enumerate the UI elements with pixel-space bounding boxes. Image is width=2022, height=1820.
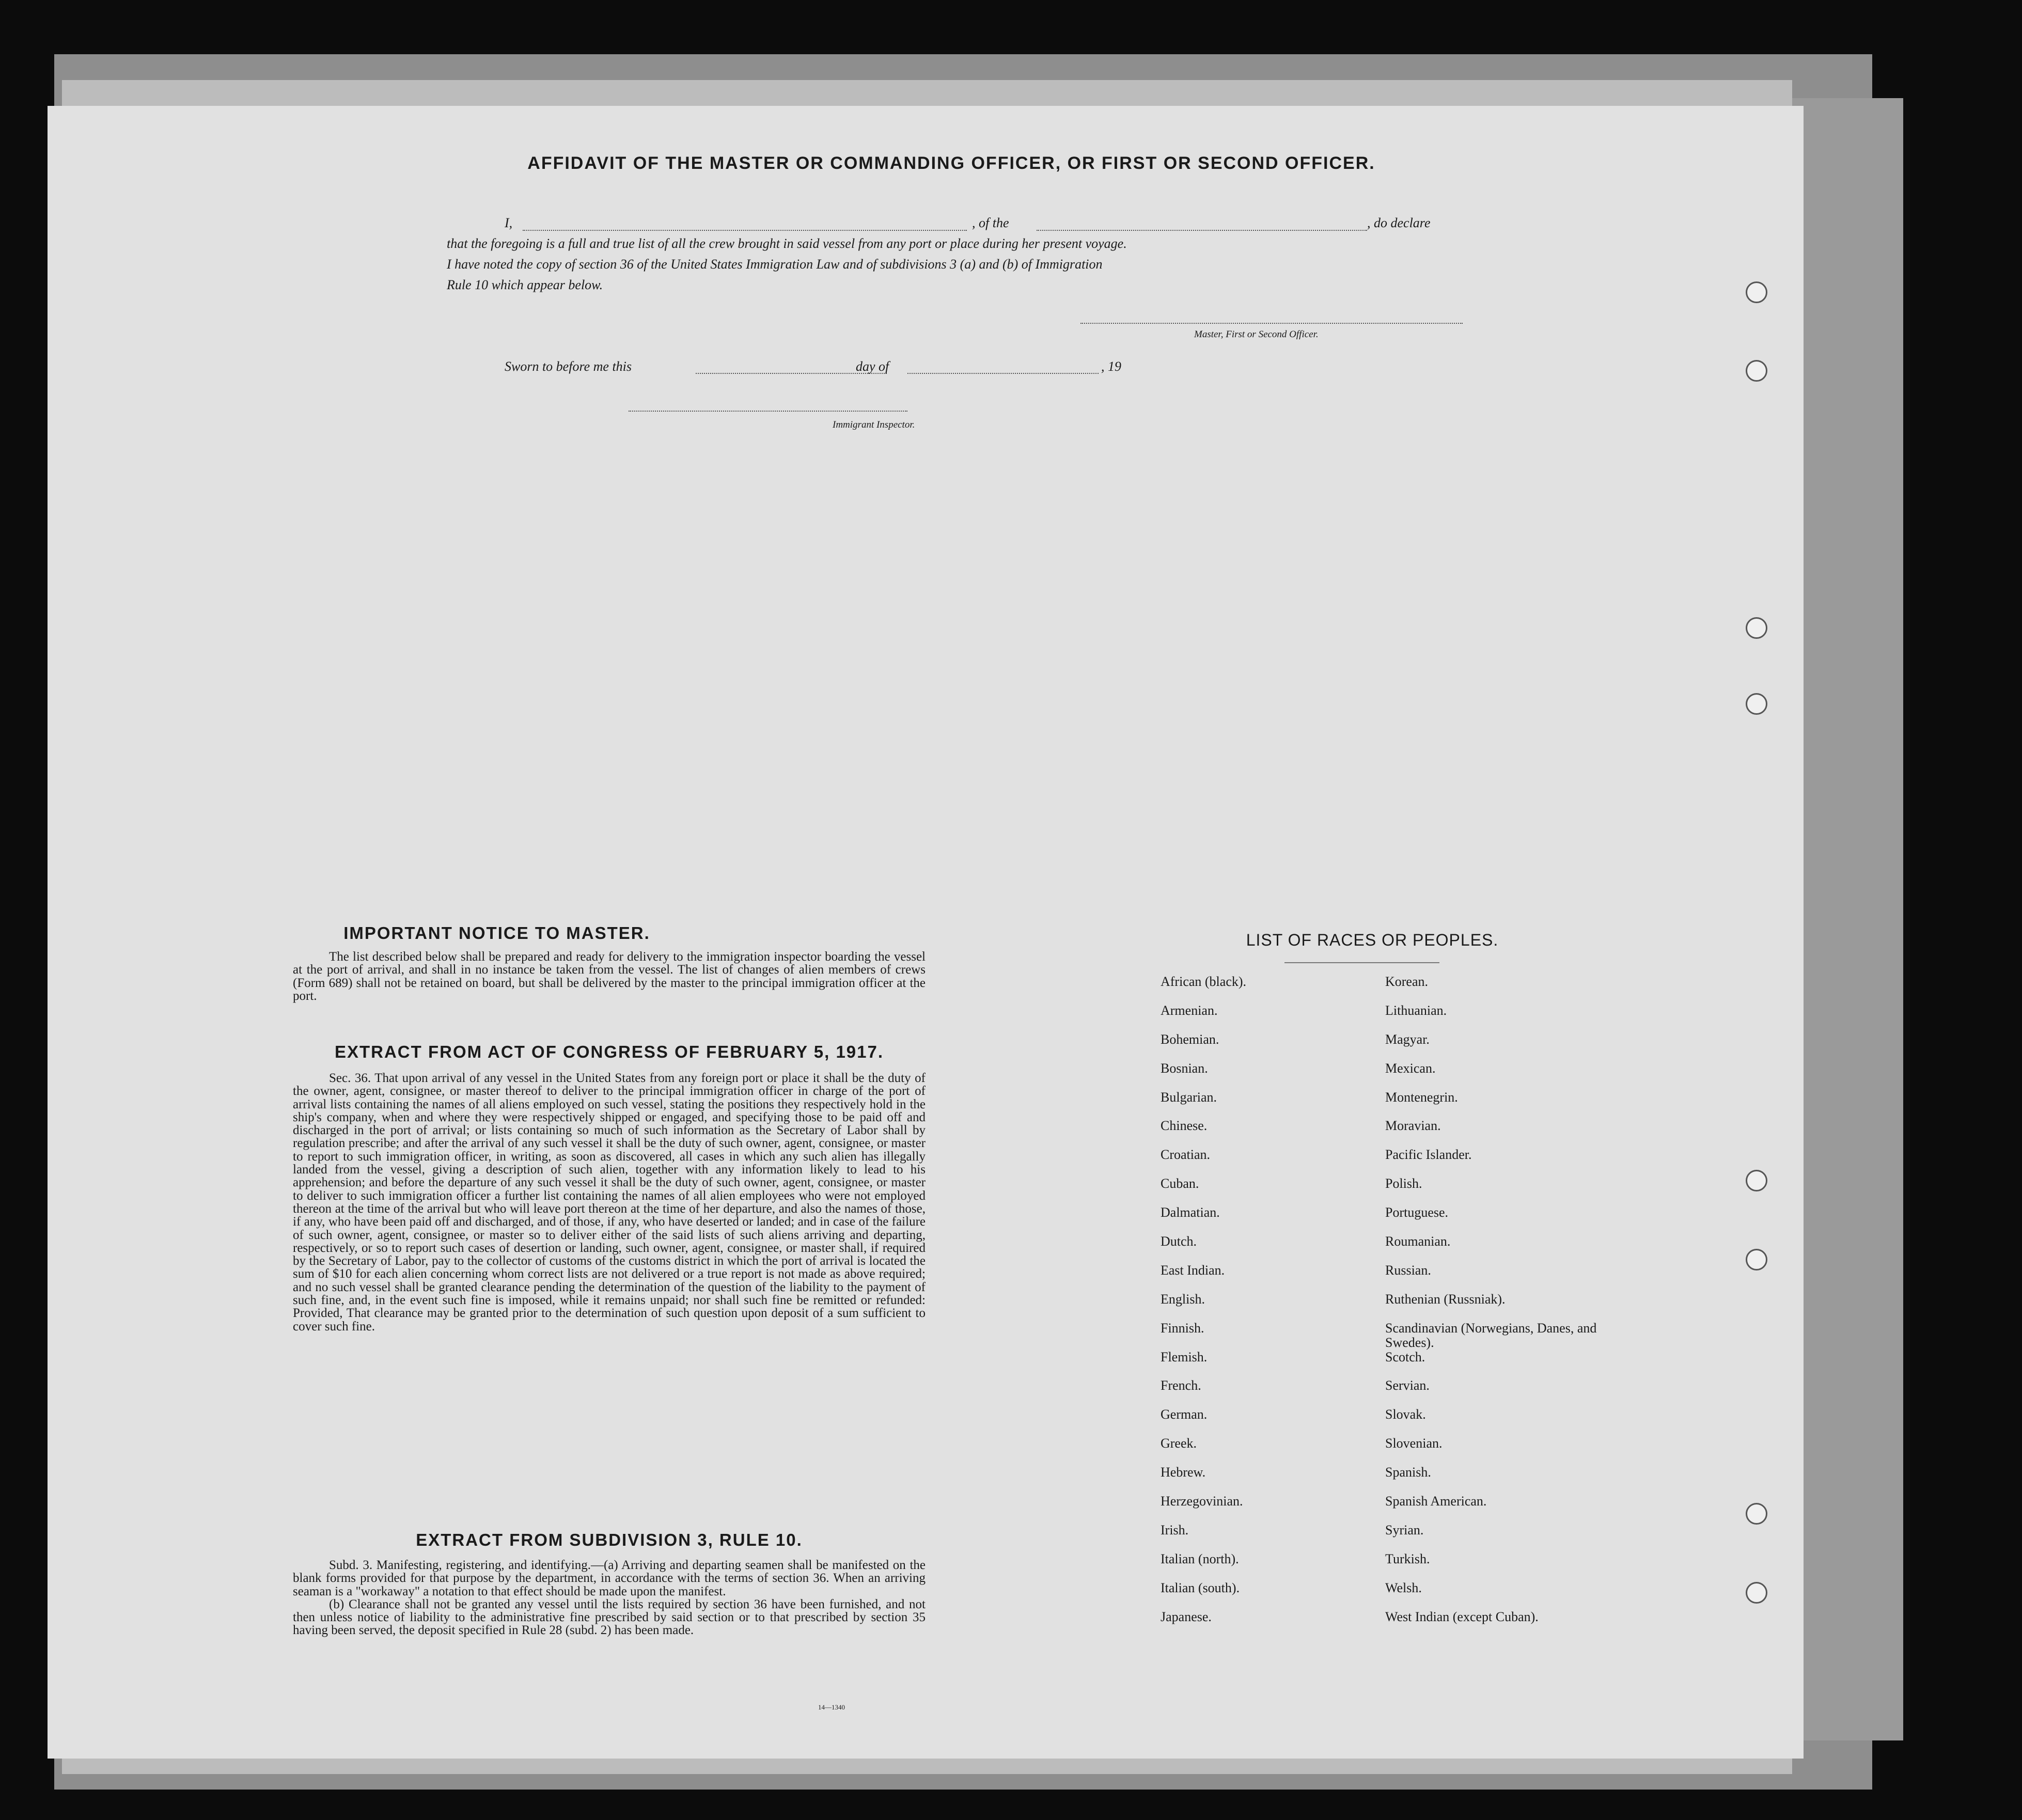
year-text: , 19 xyxy=(1101,359,1121,374)
race-item: Slovenian. xyxy=(1385,1436,1443,1451)
race-item: Cuban. xyxy=(1161,1176,1199,1191)
declaration-line-3: I have noted the copy of section 36 of the United States Immigration Law and of subdivisions 3 (a) and (b) of Immigration xyxy=(447,257,1103,272)
declaration-of-the: , of the xyxy=(972,215,1009,230)
race-item: Roumanian. xyxy=(1385,1234,1451,1249)
race-item: German. xyxy=(1161,1407,1208,1422)
race-item: Herzegovinian. xyxy=(1161,1494,1243,1509)
binder-hole xyxy=(1746,281,1767,303)
race-item: Armenian. xyxy=(1161,1002,1218,1018)
races-heading: LIST OF RACES OR PEOPLES. xyxy=(1246,931,1499,949)
sheet-edge xyxy=(1792,98,1903,1740)
extract-act-body xyxy=(293,1072,926,1333)
subdivision-b-paragraph: (b) Clearance shall not be granted any vessel until the lists required by section 36 have been furnished, and not then unless notice of liability to the administrative fine prescribed by said section or to that prescribed by section 35 having been served, the deposit specified in Rule 28 (subd. 2) has been made. xyxy=(293,1597,926,1638)
notice-heading: IMPORTANT NOTICE TO MASTER. xyxy=(343,923,650,943)
notice-body xyxy=(293,950,926,1002)
race-item: Pacific Islander. xyxy=(1385,1147,1472,1163)
binder-hole xyxy=(1746,1503,1767,1525)
binder-hole xyxy=(1746,360,1767,382)
race-item: Dalmatian. xyxy=(1161,1205,1220,1220)
race-item: Portuguese. xyxy=(1385,1205,1449,1220)
extract-rule-heading: EXTRACT FROM SUBDIVISION 3, RULE 10. xyxy=(416,1530,803,1549)
race-item: Lithuanian. xyxy=(1385,1002,1447,1018)
race-item: Syrian. xyxy=(1385,1522,1424,1537)
race-item: English. xyxy=(1161,1291,1205,1307)
race-item: Montenegrin. xyxy=(1385,1089,1458,1105)
race-item: East Indian. xyxy=(1161,1262,1225,1278)
binder-hole xyxy=(1746,693,1767,715)
master-caption: Master, First or Second Officer. xyxy=(1194,329,1319,340)
race-item: Croatian. xyxy=(1161,1147,1211,1163)
race-item: Italian (north). xyxy=(1161,1551,1239,1566)
binder-hole xyxy=(1746,617,1767,639)
notice-paragraph: The list described below shall be prepared and ready for delivery to the immigration inspector boarding the vessel at the port of arrival, and shall in no instance be taken from the vessel. The list of changes of alien members of crews (Form 689) shall not be retained on board, but shall be delivered by the master to the principal immigration officer at the port. xyxy=(293,950,926,1003)
race-item: Mexican. xyxy=(1385,1060,1436,1076)
race-item: Spanish American. xyxy=(1385,1494,1487,1509)
race-item: Finnish. xyxy=(1161,1320,1204,1336)
races-left-column xyxy=(1161,975,1367,1638)
race-item: Bosnian. xyxy=(1161,1060,1208,1076)
race-item: French. xyxy=(1161,1378,1201,1393)
declaration-do-declare: , do declare xyxy=(1367,215,1431,230)
race-item: Servian. xyxy=(1385,1378,1430,1393)
race-item: Russian. xyxy=(1385,1262,1431,1278)
form-number: 14—1340 xyxy=(818,1703,845,1711)
binder-hole xyxy=(1746,1249,1767,1270)
race-item: Spanish. xyxy=(1385,1465,1431,1480)
affidavit-title: AFFIDAVIT OF THE MASTER OR COMMANDING OFFICER, OR FIRST OR SECOND OFFICER. xyxy=(527,153,1375,173)
vessel-blank[interactable] xyxy=(1037,230,1367,231)
race-item: Bohemian. xyxy=(1161,1031,1219,1047)
declaration-i: I, xyxy=(505,215,513,230)
section-36-paragraph: Sec. 36. That upon arrival of any vessel in the United States from any foreign port or place it shall be the duty of the owner, agent, consignee, or master thereof to deliver to the principal immigration officer in charge of the port of arrival lists containing the names of all aliens employed on such vessel, stating the positions they respectively hold in the ship's company, when and where they were respectively shipped or engaged, and specifying those to be paid off and discharged in the port of arrival; or lists containing so much of such information as the Secretary of Labor shall by regulation prescribe; and after the arrival of any such vessel it shall be the duty of such owner, agent, consignee, or master to report to such immigration officer, in writing, as soon as discovered, all cases in which any such alien has illegally landed from the vessel, giving a description of such alien, together with any information likely to lead to his apprehension; and before the departure of any such vessel it shall be the duty of such owner, agent, consignee, or master to deliver to such immigration officer a further list containing the names of all alien employees who were not employed thereon at the time of the arrival but who will leave port thereon at the time of her departure, and also the names of those, if any, who have been paid off and discharged, and of those, if any, who have deserted or landed; and in case of the failure of such owner, agent, consignee, or master so to deliver either of the said lists of such aliens arriving and departing, respectively, or so to report such cases of desertion or landing, such owner, agent, consignee, or master shall, if required by the Secretary of Labor, pay to the collector of customs of the customs district in which the port of arrival is located the sum of $10 for each alien concerning whom correct lists are not delivered or a true report is not made as above required; and no such vessel shall be granted clearance pending the determination of the question of the liability to the payment of such fine, and, in the event such fine is imposed, while it remains unpaid; nor shall such fine be remitted or refunded: Provided, That clearance may be granted prior to the determination of such question upon deposit of a sum sufficient to cover such fine. xyxy=(293,1071,926,1333)
declaration-line-4: Rule 10 which appear below. xyxy=(447,277,603,292)
race-item: Korean. xyxy=(1385,974,1429,989)
race-item: West Indian (except Cuban). xyxy=(1385,1609,1539,1624)
race-item: Slovak. xyxy=(1385,1407,1426,1422)
binder-hole xyxy=(1746,1170,1767,1191)
race-item: Ruthenian (Russniak). xyxy=(1385,1291,1506,1307)
race-item: Irish. xyxy=(1161,1522,1189,1537)
subdivision-a-paragraph: Subd. 3. Manifesting, registering, and identifying.—(a) Arriving and departing seamen shall be manifested on the blank forms provided for that purpose by the department, in accordance with the terms of section 36. When an arriving seaman is a "workaway" a notation to that effect should be made upon the manifest. xyxy=(293,1558,926,1598)
declaration-line-2: that the foregoing is a full and true list of all the crew brought in said vessel from any port or place during her present voyage. xyxy=(447,236,1127,251)
inspector-caption: Immigrant Inspector. xyxy=(833,419,915,430)
name-blank[interactable] xyxy=(523,230,967,231)
extract-rule-body xyxy=(293,1559,926,1637)
race-item: Flemish. xyxy=(1161,1349,1208,1364)
race-item: Magyar. xyxy=(1385,1031,1430,1047)
race-item: African (black). xyxy=(1161,974,1247,989)
inspector-signature-blank[interactable] xyxy=(629,411,907,412)
race-item: Bulgarian. xyxy=(1161,1089,1217,1105)
race-item: Moravian. xyxy=(1385,1118,1441,1134)
race-item: Italian (south). xyxy=(1161,1580,1240,1595)
manifest-page xyxy=(48,106,1804,1759)
race-item: Chinese. xyxy=(1161,1118,1208,1134)
day-of-text: day of xyxy=(856,359,889,374)
master-signature-blank[interactable] xyxy=(1080,323,1463,324)
races-heading-rule xyxy=(1284,962,1439,963)
race-item: Dutch. xyxy=(1161,1234,1197,1249)
extract-act-heading: EXTRACT FROM ACT OF CONGRESS OF FEBRUARY 5, 1917. xyxy=(334,1042,884,1061)
binder-hole xyxy=(1746,1582,1767,1604)
race-item: Greek. xyxy=(1161,1436,1197,1451)
race-item: Welsh. xyxy=(1385,1580,1422,1595)
sworn-month-blank[interactable] xyxy=(907,373,1099,374)
race-item: Scandinavian (Norwegians, Danes, and Swedes). xyxy=(1385,1320,1597,1350)
races-right-column xyxy=(1385,975,1612,1638)
sworn-text: Sworn to before me this xyxy=(505,359,632,374)
race-item: Hebrew. xyxy=(1161,1465,1206,1480)
race-item: Scotch. xyxy=(1385,1349,1425,1364)
race-item: Polish. xyxy=(1385,1176,1422,1191)
race-item: Japanese. xyxy=(1161,1609,1212,1624)
race-item: Turkish. xyxy=(1385,1551,1430,1566)
